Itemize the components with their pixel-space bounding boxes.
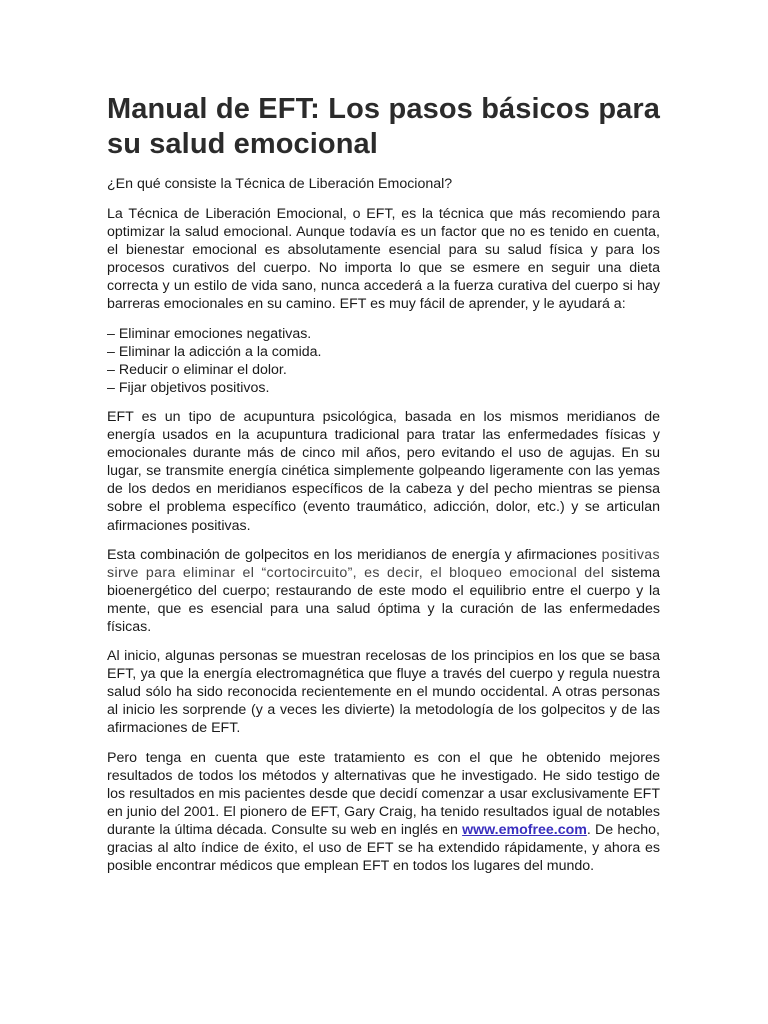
paragraph-combination-end: sistema bioenergético del cuerpo; restaurando de este modo el equilibrio entre el cuerpo y la mente, que es esencial para una salud óptima y la curación de las enfermedades físicas.	[107, 564, 661, 635]
document-title: Manual de EFT: Los pasos básicos para su salud emocional	[107, 93, 660, 160]
paragraph-skepticism: Al inicio, algunas personas se muestran recelosas de los principios en los que se basa EFT, ya que la energía electromagnética que fluye a través del cuerpo y regula nuestra salud sólo ha sido reconocida recientemente en el mundo occidental. A otras personas al inicio les sorprende (y a veces les divierte) la metodología de los golpecitos y de las afirmaciones de EFT.	[107, 648, 660, 737]
benefits-list	[107, 325, 660, 397]
paragraph-combination-light-line: positivas sirve para eliminar el “cortocircuito”, es decir, el bloqueo emocional del	[107, 546, 660, 581]
section-question: ¿En qué consiste la Técnica de Liberación Emocional?	[107, 176, 453, 192]
list-item: – Eliminar la adicción a la comida.	[107, 343, 322, 360]
paragraph-combination	[107, 546, 660, 636]
list-item: – Reducir o eliminar el dolor.	[107, 361, 287, 378]
emofree-link[interactable]: www.emofree.com	[462, 821, 587, 838]
document-page	[107, 92, 660, 886]
paragraph-results-end: . De hecho, gracias al alto índice de éxito, el uso de EFT se ha extendido rápidamente, y ahora es posible encontrar médicos que emplean EFT en todos los lugares del mundo.	[107, 821, 660, 875]
list-item: – Fijar objetivos positivos.	[107, 379, 270, 396]
paragraph-acupuncture: EFT es un tipo de acupuntura psicológica, basada en los mismos meridianos de energía usados en la acupuntura tradicional para tratar las enfermedades físicas y emocionales durante más de cinco mil años, pero evitando el uso de agujas. En su lugar, se transmite energía cinética simplemente golpeando ligeramente con las yemas de los dedos en meridianos específicos de la cabeza y del pecho mientras se piensa sobre el problema específico (evento traumático, adicción, dolor, etc.) y se articulan afirmaciones positivas.	[107, 408, 660, 534]
paragraph-intro: La Técnica de Liberación Emocional, o EFT, es la técnica que más recomiendo para optimizar la salud emocional. Aunque todavía es un factor que no es tenido en cuenta, el bienestar emocional es absolutamente esencial para su salud física y para los procesos curativos del cuerpo. No importa lo que se esmere en seguir una dieta correcta y un estilo de vida sano, nunca accederá a la fuerza curativa del cuerpo si hay barreras emocionales en su camino. EFT es muy fácil de aprender, y le ayudará a:	[107, 206, 660, 313]
list-item: – Eliminar emociones negativas.	[107, 325, 312, 342]
paragraph-results	[107, 749, 660, 876]
paragraph-combination-start: Esta combinación de golpecitos en los meridianos de energía y afirmaciones	[107, 546, 602, 563]
paragraph-results-start: Pero tenga en cuenta que este tratamiento es con el que he obtenido mejores resultados de todos los métodos y alternativas que he investigado. He sido testigo de los resultados en mis pacientes desde que decidí comenzar a usar exclusivamente EFT en junio del 2001. El pionero de EFT, Gary Craig, ha tenido resultados igual de notables durante la última década. Consulte su web en inglés en	[107, 749, 660, 838]
